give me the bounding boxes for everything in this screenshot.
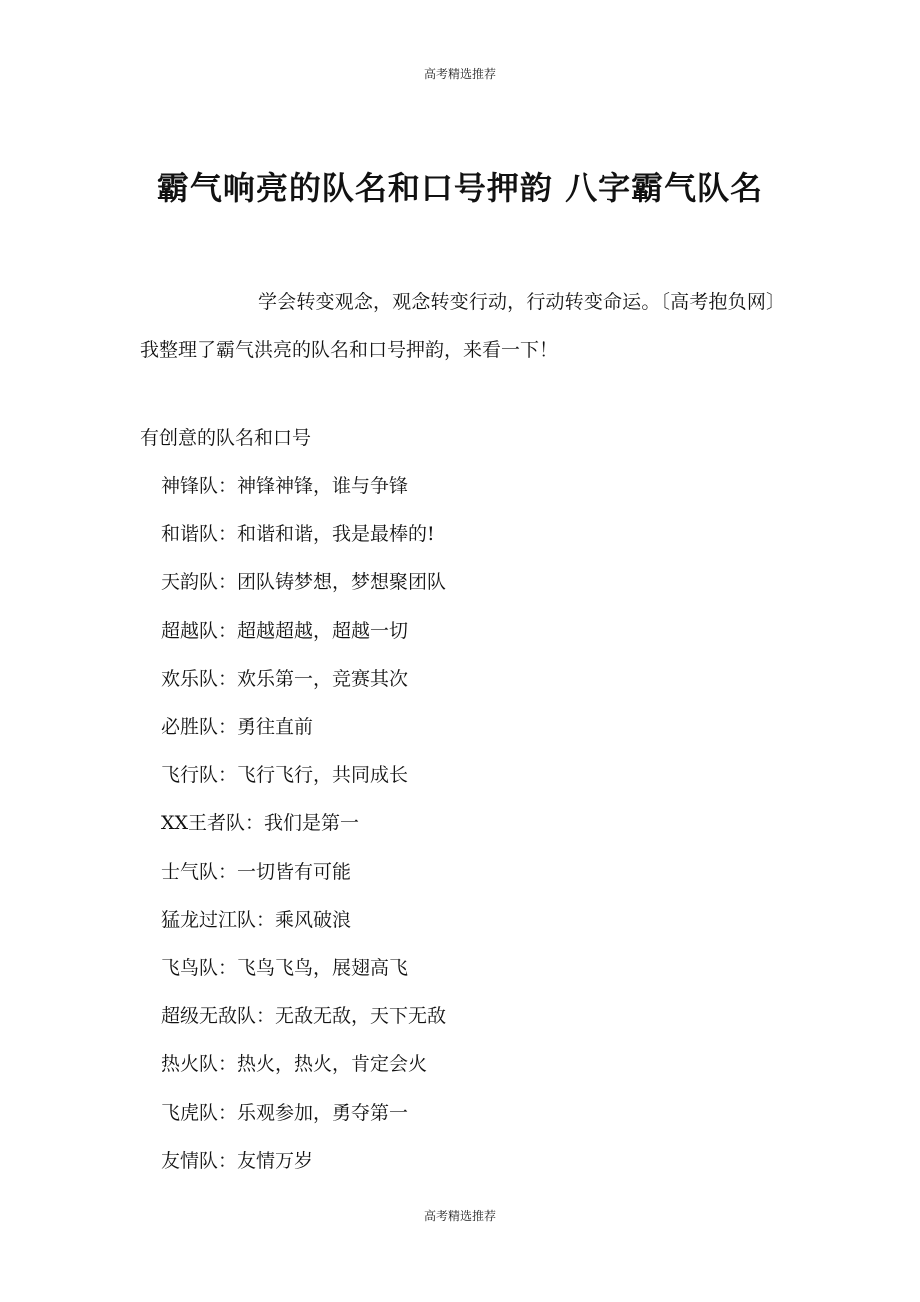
list-item: 和谐队：和谐和谐，我是最棒的! [161, 523, 435, 546]
list-item: 必胜队：勇往直前 [161, 716, 314, 739]
section-heading: 有创意的队名和口号 [140, 427, 312, 449]
list-item: 飞行队：飞行飞行，共同成长 [161, 764, 409, 787]
list-item: 友情队：友情万岁 [161, 1149, 314, 1172]
page-header: 高考精选推荐 [423, 67, 496, 81]
list-item: 飞鸟队：飞鸟飞鸟，展翅高飞 [161, 957, 409, 980]
list-item: 飞虎队：乐观参加，勇夺第一 [161, 1101, 409, 1124]
team-names-section [140, 414, 800, 1185]
list-item: 超越队：超越超越，超越一切 [161, 619, 409, 642]
list-item: XX王者队：我们是第一 [161, 812, 360, 835]
intro-paragraph: 学会转变观念，观念转变行动，行动转变命运。〔高考抱负网〕我整理了霸气洪亮的队名和口号押韵，来看一下！ [140, 291, 785, 361]
list-item: 天韵队：团队铸梦想，梦想聚团队 [161, 571, 447, 594]
list-item: 士气队：一切皆有可能 [161, 860, 352, 883]
document-title: 霸气响亮的队名和口号押韵 八字霸气队名 [156, 169, 764, 208]
list-item: 欢乐队：欢乐第一，竞赛其次 [161, 667, 409, 690]
list-item: 神锋队：神锋神锋，谁与争锋 [161, 475, 409, 497]
list-item: 猛龙过江队：乘风破浪 [161, 908, 352, 931]
list-item: 热火队：热火，热火，肯定会火 [161, 1053, 428, 1076]
list-item: 超级无敌队：无敌无敌，天下无敌 [161, 1005, 447, 1028]
page-footer: 高考精选推荐 [423, 1209, 496, 1223]
team-list [140, 462, 800, 1185]
